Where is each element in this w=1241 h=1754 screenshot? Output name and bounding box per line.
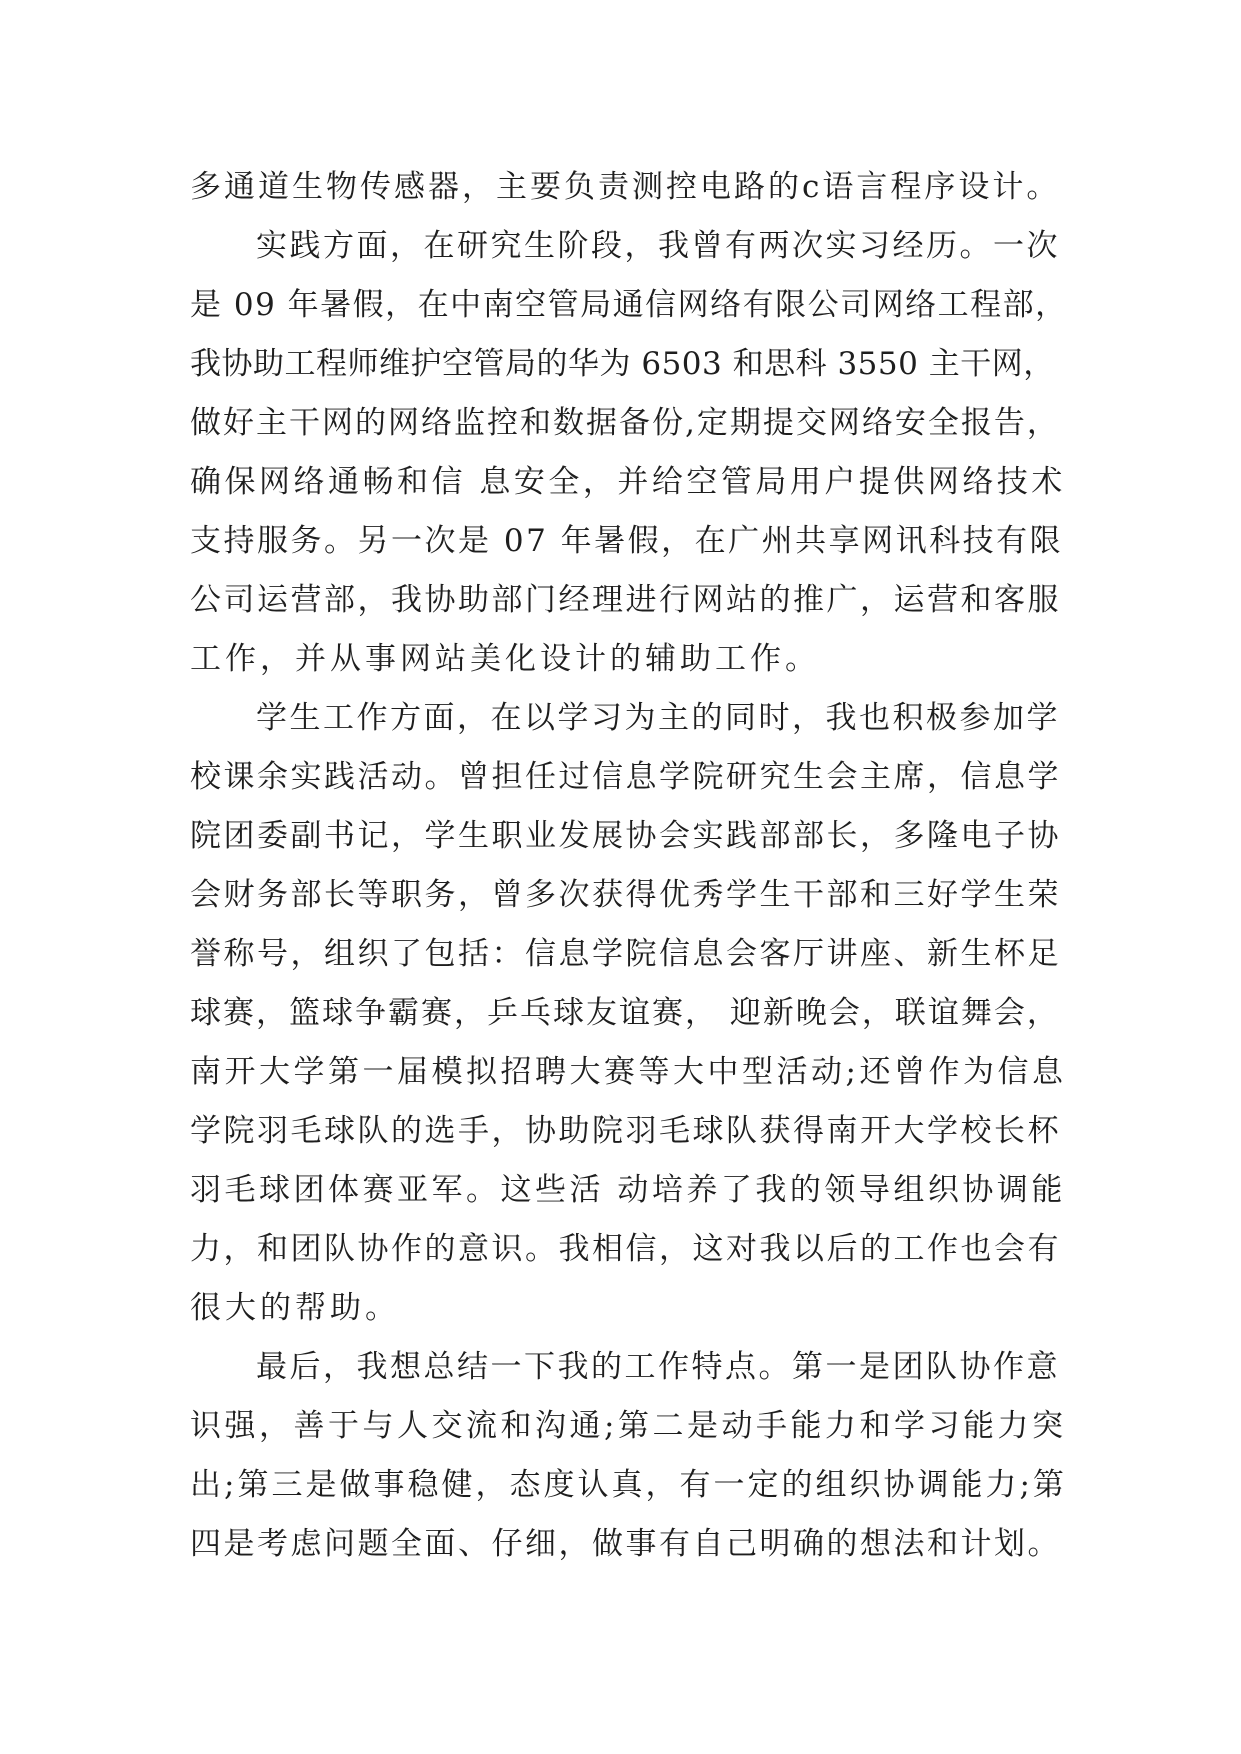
text-line: 南开大学第一届模拟招聘大赛等大中型活动;还曾作为信息 (190, 1054, 1067, 1090)
text-line: 校课余实践活动。曾担任过信息学院研究生会主席，信息学 (190, 759, 1061, 795)
text-line: 确保网络通畅和信 息安全，并给空管局用户提供网络技术 (190, 464, 1066, 500)
text-line: 学生工作方面，在以学习为主的同时，我也积极参加学 (256, 700, 1060, 736)
text-line: 最后，我想总结一下我的工作特点。第一是团队协作意 (256, 1349, 1060, 1385)
text-line: 识强，善于与人交流和沟通;第二是动手能力和学习能力突 (190, 1408, 1067, 1444)
text-line: 做好主干网的网络监控和数据备份,定期提交网络安全报告， (190, 405, 1060, 441)
text-line: 支持服务。另一次是 07 年暑假，在广州共享网讯科技有限 (190, 523, 1064, 559)
text-line: 誉称号，组织了包括：信息学院信息会客厅讲座、新生杯足 (190, 936, 1061, 972)
text-line: 出;第三是做事稳健，态度认真，有一定的组织协调能力;第 (190, 1467, 1067, 1503)
text-line: 力，和团队协作的意识。我相信，这对我以后的工作也会有 (190, 1231, 1061, 1267)
text-line: 公司运营部，我协助部门经理进行网站的推广，运营和客服 (190, 582, 1061, 618)
text-line: 我协助工程师维护空管局的华为 6503 和思科 3550 主干网， (190, 346, 1055, 382)
body-text (190, 158, 1070, 1574)
text-line: 羽毛球团体赛亚军。这些活 动培养了我的领导组织协调能 (190, 1172, 1066, 1208)
text-line: 会财务部长等职务，曾多次获得优秀学生干部和三好学生荣 (190, 877, 1061, 913)
text-line: 学院羽毛球队的选手，协助院羽毛球队获得南开大学校长杯 (190, 1113, 1061, 1149)
text-line: 球赛，篮球争霸赛，乒乓球友谊赛， 迎新晚会，联谊舞会， (190, 995, 1060, 1031)
text-line: 工作，并从事网站美化设计的辅助工作。 (190, 641, 820, 677)
text-line: 是 09 年暑假，在中南空管局通信网络有限公司网络工程部， (190, 287, 1068, 323)
text-line: 院团委副书记，学生职业发展协会实践部部长，多隆电子协 (190, 818, 1061, 854)
text-line: 很大的帮助。 (190, 1290, 400, 1326)
text-line: 四是考虑问题全面、仔细，做事有自己明确的想法和计划。 (190, 1526, 1061, 1562)
text-line: 实践方面，在研究生阶段，我曾有两次实习经历。一次 (256, 228, 1060, 264)
text-line: 多通道生物传感器，主要负责测控电路的c语言程序设计。 (190, 169, 1061, 205)
